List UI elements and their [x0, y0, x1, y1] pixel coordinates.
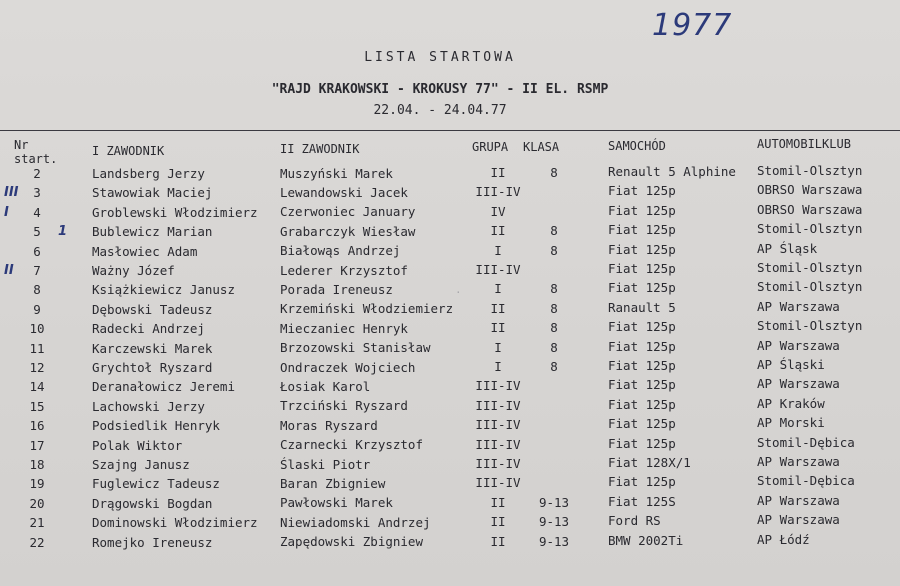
second-driver: Grabarczyk Wiesław — [280, 223, 416, 239]
club-cell: AP Łódź — [757, 531, 810, 547]
group-cell: I — [494, 339, 502, 355]
col-header-class: KLASA — [523, 140, 560, 154]
car-cell: Fiat 125p — [608, 474, 676, 490]
group-cell: III-IV — [475, 436, 521, 452]
first-driver: Stawowiak Maciej — [92, 185, 213, 201]
car-cell: Fiat 125S — [608, 493, 676, 509]
group-cell: II — [490, 320, 506, 336]
class-cell: 8 — [550, 281, 558, 297]
car-cell: Ranault 5 — [608, 299, 676, 315]
start-number: 22 — [29, 534, 45, 550]
handwritten-mark: 1 — [58, 224, 68, 240]
group-cell: I — [494, 281, 502, 297]
start-number: 6 — [33, 243, 41, 259]
class-cell: 9-13 — [538, 533, 570, 549]
start-number: 14 — [29, 379, 45, 395]
class-cell: 8 — [550, 359, 558, 374]
car-cell: Fiat 125p — [608, 358, 676, 373]
first-driver: Karczewski Marek — [92, 340, 213, 356]
group-cell: II — [490, 533, 506, 549]
col-header-car: SAMOCHÓD — [608, 139, 666, 153]
table-row — [0, 531, 900, 554]
start-number: 9 — [33, 301, 41, 317]
class-cell: 9-13 — [538, 494, 570, 510]
car-cell: Fiat 128X/1 — [608, 455, 691, 470]
start-number: 11 — [29, 340, 45, 356]
first-driver: Książkiewicz Janusz — [92, 282, 235, 298]
second-driver: Moras Ryszard — [280, 417, 378, 433]
club-cell: Stomil-Dębica — [757, 434, 855, 450]
col-header-driver2: II ZAWODNIK — [280, 142, 360, 156]
second-driver: Baran Zbigniew — [280, 475, 386, 491]
start-number: 4 — [33, 204, 41, 220]
handwritten-year: 1977 — [652, 8, 733, 43]
start-number: 10 — [29, 321, 45, 337]
car-cell: BMW 2002Ti — [608, 532, 684, 548]
club-cell: AP Warszawa — [757, 376, 840, 392]
start-number: 12 — [29, 360, 45, 375]
start-number: 7 — [33, 263, 41, 278]
car-cell: Fiat 125p — [608, 261, 676, 276]
club-cell: AP Warszawa — [757, 337, 840, 353]
club-cell: AP Morski — [757, 415, 825, 431]
group-cell: IV — [490, 203, 506, 219]
second-driver: Mieczaniec Henryk — [280, 320, 408, 336]
car-cell: Fiat 125p — [608, 338, 676, 354]
second-driver: Muszyński Marek — [280, 165, 393, 181]
col-header-driver1: I ZAWODNIK — [92, 144, 165, 158]
start-number: 8 — [33, 282, 41, 298]
club-cell: AP Śląsk — [757, 240, 818, 256]
car-cell: Fiat 125p — [608, 396, 676, 412]
club-cell: Stomil-Olsztyn — [757, 260, 863, 275]
class-cell: 8 — [550, 300, 558, 316]
second-driver: Ślaski Piotr — [280, 456, 371, 472]
first-driver: Romejko Ireneusz — [92, 534, 213, 550]
first-driver: Szajng Janusz — [92, 457, 190, 472]
second-driver: Pawłowski Marek — [280, 495, 393, 511]
club-cell: OBRSO Warszawa — [757, 182, 863, 198]
first-driver: Radecki Andrzej — [92, 321, 205, 337]
club-cell: AP Kraków — [757, 395, 825, 411]
club-cell: Stomil-Dębica — [757, 473, 855, 489]
start-number: 19 — [29, 476, 45, 492]
class-cell: 9-13 — [538, 514, 570, 530]
second-driver: Krzemiński Włodziemierz — [280, 301, 454, 317]
group-cell: II — [490, 494, 506, 510]
car-cell: Fiat 125p — [608, 241, 676, 257]
group-cell: III-IV — [475, 378, 521, 394]
club-cell: AP Warszawa — [757, 492, 840, 508]
first-driver: Bublewicz Marian — [92, 224, 213, 240]
club-cell: AP Warszawa — [757, 512, 840, 528]
start-number: 17 — [29, 437, 45, 453]
first-driver: Polak Wiktor — [92, 437, 183, 453]
car-cell: Fiat 125p — [608, 435, 676, 451]
start-number: 5 — [33, 224, 41, 240]
rally-name: "RAJD KRAKOWSKI - KROKUSY 77" - II EL. RSMP — [271, 82, 609, 97]
second-driver: Brzozowski Stanisław — [280, 340, 431, 356]
group-cell: III-IV — [475, 262, 521, 277]
col-header-nr-2: start. — [14, 152, 58, 166]
car-cell: Renault 5 Alphine — [608, 164, 736, 179]
handwritten-mark: II — [4, 263, 14, 278]
header-rule — [0, 130, 900, 131]
start-number: 18 — [29, 457, 45, 472]
handwritten-mark: I — [4, 204, 9, 220]
second-driver: Ondraczek Wojciech — [280, 359, 416, 375]
club-cell: Stomil-Olsztyn — [757, 279, 863, 295]
second-driver: Trzciński Ryszard — [280, 398, 408, 414]
car-cell: Fiat 125p — [608, 280, 676, 296]
group-cell: III-IV — [475, 397, 521, 413]
class-cell: 8 — [550, 320, 558, 336]
car-cell: Fiat 125p — [608, 202, 676, 218]
club-cell: Stomil-Olsztyn — [757, 318, 863, 334]
start-number: 16 — [29, 418, 45, 434]
start-number: 3 — [33, 185, 41, 201]
col-header-group: GRUPA — [472, 140, 509, 154]
group-cell: I — [494, 242, 502, 258]
first-driver: Grychtoł Ryszard — [92, 360, 213, 375]
first-driver: Lachowski Jerzy — [92, 398, 205, 414]
first-driver: Podsiedlik Henryk — [92, 418, 220, 434]
class-cell: 8 — [550, 339, 558, 355]
second-driver: Lederer Krzysztof — [280, 262, 408, 278]
first-driver: Deranałowicz Jeremi — [92, 379, 235, 395]
rally-dates: 22.04. - 24.04.77 — [373, 103, 507, 118]
second-driver: Czerwoniec January — [280, 204, 416, 220]
group-cell: II — [490, 165, 506, 180]
group-cell: I — [494, 359, 502, 374]
first-driver: Landsberg Jerzy — [92, 166, 205, 181]
class-cell: 8 — [550, 165, 558, 180]
club-cell: OBRSO Warszawa — [757, 201, 863, 217]
second-driver: Łosiak Karol — [280, 378, 371, 394]
bleed-through-mark: . — [455, 283, 462, 296]
group-cell: III-IV — [475, 417, 521, 433]
club-cell: AP Warszawa — [757, 454, 840, 469]
group-cell: III-IV — [475, 456, 521, 471]
group-cell: III-IV — [475, 475, 521, 491]
start-number: 20 — [29, 495, 45, 511]
car-cell: Fiat 125p — [608, 377, 676, 393]
car-cell: Ford RS — [608, 513, 661, 529]
second-driver: Czarnecki Krzysztof — [280, 437, 423, 453]
second-driver: Niewiadomski Andrzej — [280, 514, 431, 530]
start-number: 21 — [29, 515, 45, 531]
group-cell: III-IV — [475, 184, 521, 200]
first-driver: Fuglewicz Tadeusz — [92, 476, 220, 492]
second-driver: Porada Ireneusz — [280, 281, 393, 297]
start-number: 15 — [29, 398, 45, 414]
car-cell: Fiat 125p — [608, 319, 676, 335]
document-title: LISTA STARTOWA — [364, 50, 516, 65]
car-cell: Fiat 125p — [608, 183, 676, 199]
second-driver: Białowąs Andrzej — [280, 243, 401, 259]
group-cell: II — [490, 514, 506, 530]
class-cell: 8 — [550, 242, 558, 258]
handwritten-mark: III — [4, 185, 19, 201]
car-cell: Fiat 125p — [608, 416, 676, 432]
club-cell: Stomil-Olsztyn — [757, 163, 863, 178]
group-cell: II — [490, 223, 506, 239]
first-driver: Dębowski Tadeusz — [92, 301, 213, 317]
first-driver: Groblewski Włodzimierz — [92, 204, 258, 220]
club-cell: Stomil-Olsztyn — [757, 221, 863, 237]
col-header-club: AUTOMOBILKLUB — [757, 137, 851, 151]
start-number: 2 — [33, 166, 41, 181]
car-cell: Fiat 125p — [608, 222, 676, 238]
club-cell: AP Śląski — [757, 357, 825, 372]
col-header-nr-1: Nr — [14, 138, 29, 152]
second-driver: Lewandowski Jacek — [280, 184, 408, 200]
first-driver: Masłowiec Adam — [92, 243, 198, 259]
club-cell: AP Warszawa — [757, 298, 840, 314]
group-cell: II — [490, 300, 506, 316]
first-driver: Ważny Józef — [92, 263, 175, 278]
first-driver: Dominowski Włodzimierz — [92, 515, 258, 531]
first-driver: Drągowski Bogdan — [92, 495, 213, 511]
second-driver: Zapędowski Zbigniew — [280, 534, 423, 550]
class-cell: 8 — [550, 223, 558, 239]
